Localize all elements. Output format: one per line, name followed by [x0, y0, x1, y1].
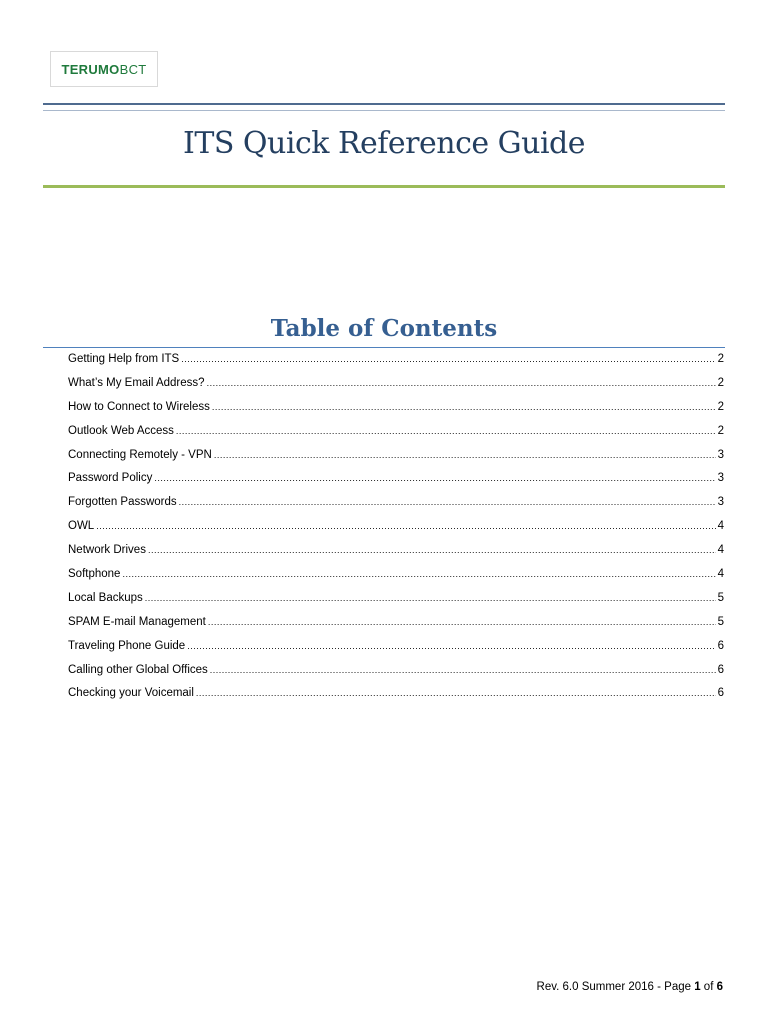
page-footer: [537, 981, 723, 993]
toc-leader: [148, 545, 716, 555]
toc-entry-page[interactable]: 4: [717, 544, 724, 557]
toc-leader: [212, 402, 716, 412]
toc-leader: [181, 354, 715, 364]
toc-entry-page[interactable]: 5: [717, 591, 724, 604]
footer-of: of: [700, 981, 717, 993]
toc-entry-title[interactable]: Network Drives: [68, 544, 146, 557]
header-rule-thin: [43, 110, 725, 111]
toc-entry-page[interactable]: 2: [717, 353, 724, 365]
logo-text-secondary: BCT: [119, 61, 147, 77]
toc-entry[interactable]: [68, 544, 724, 568]
toc-leader: [210, 665, 716, 675]
toc-entry-title[interactable]: What’s My Email Address?: [68, 376, 205, 389]
toc-entry[interactable]: [68, 568, 724, 592]
toc-entry-title[interactable]: Calling other Global Offices: [68, 663, 208, 676]
toc-entry[interactable]: [68, 425, 724, 449]
toc-entry-page[interactable]: 3: [717, 496, 724, 509]
toc-entry-page[interactable]: 6: [717, 687, 724, 700]
toc-leader: [96, 521, 715, 531]
toc-leader: [154, 473, 715, 483]
toc-entry-title[interactable]: Connecting Remotely - VPN: [68, 448, 212, 461]
logo-text-primary: TERUMO: [61, 61, 120, 77]
toc-entry-page[interactable]: 2: [717, 376, 724, 389]
toc-entry[interactable]: [68, 472, 724, 496]
toc-entry[interactable]: [68, 353, 724, 377]
toc-entry[interactable]: [68, 496, 724, 520]
toc-heading: Table of Contents: [270, 315, 498, 342]
toc-entry[interactable]: [68, 592, 724, 616]
toc-list: [68, 353, 724, 711]
toc-entry-title[interactable]: SPAM E-mail Management: [68, 615, 206, 628]
toc-leader: [214, 450, 716, 460]
toc-entry-title[interactable]: Password Policy: [68, 472, 153, 485]
toc-entry[interactable]: [68, 616, 724, 640]
toc-entry[interactable]: [68, 401, 724, 425]
toc-entry-title[interactable]: How to Connect to Wireless: [68, 400, 210, 413]
toc-entry-title[interactable]: Forgotten Passwords: [68, 496, 177, 509]
footer-page-total: 6: [716, 981, 723, 993]
footer-page-number: 1: [694, 981, 701, 993]
toc-entry[interactable]: [68, 664, 724, 688]
toc-entry-page[interactable]: 4: [717, 520, 724, 533]
toc-leader: [196, 688, 716, 698]
toc-entry-page[interactable]: 6: [717, 639, 724, 652]
footer-revision: Rev. 6.0 Summer 2016 - Page: [536, 981, 695, 993]
toc-entry-page[interactable]: 3: [717, 472, 724, 485]
toc-entry-title[interactable]: Softphone: [68, 568, 121, 581]
toc-entry-title[interactable]: Traveling Phone Guide: [68, 639, 186, 652]
toc-leader: [122, 569, 715, 579]
toc-entry-title[interactable]: Checking your Voicemail: [68, 687, 194, 700]
toc-leader: [187, 641, 715, 651]
toc-entry-page[interactable]: 2: [717, 400, 724, 413]
toc-leader: [208, 617, 716, 627]
toc-entry-page[interactable]: 5: [717, 615, 724, 628]
toc-entry-title[interactable]: Local Backups: [68, 591, 143, 604]
toc-heading-rule: [43, 347, 725, 348]
toc-entry-page[interactable]: 4: [717, 568, 724, 581]
document-title: ITS Quick Reference Guide: [182, 126, 586, 161]
header-rule-thick: [43, 103, 725, 105]
toc-entry[interactable]: [68, 640, 724, 664]
toc-entry-title[interactable]: Outlook Web Access: [68, 424, 174, 437]
toc-entry-page[interactable]: 3: [717, 448, 724, 461]
toc-entry-title[interactable]: Getting Help from ITS: [68, 353, 180, 365]
toc-entry-page[interactable]: 2: [717, 424, 724, 437]
toc-leader: [176, 426, 716, 436]
toc-entry-title[interactable]: OWL: [68, 520, 95, 533]
toc-leader: [179, 497, 716, 507]
toc-entry[interactable]: [68, 687, 724, 711]
toc-entry[interactable]: [68, 520, 724, 544]
toc-leader: [207, 378, 716, 388]
company-logo: [50, 51, 158, 87]
toc-leader: [145, 593, 716, 603]
toc-entry[interactable]: [68, 449, 724, 473]
title-underline: [43, 185, 725, 188]
toc-entry-page[interactable]: 6: [717, 663, 724, 676]
toc-entry[interactable]: [68, 377, 724, 401]
